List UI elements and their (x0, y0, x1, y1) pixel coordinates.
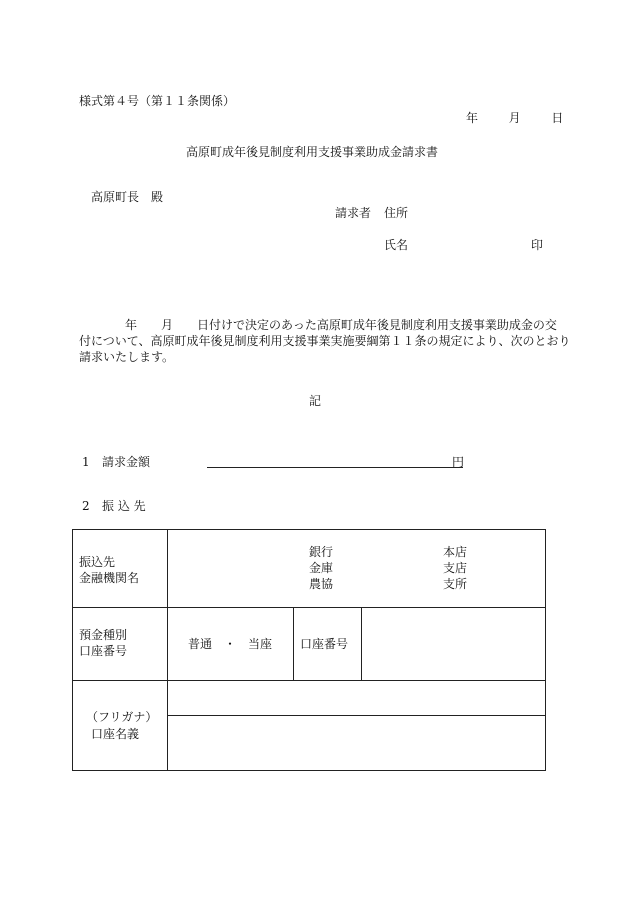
address-label: 住所 (384, 206, 409, 220)
account-number-label: 口座番号 (300, 637, 349, 651)
branch-type-branch: 支店 (443, 561, 468, 575)
document-title: 高原町成年後見制度利用支援事業助成金請求書 (186, 145, 439, 159)
date-year: 年 (466, 111, 479, 125)
bank-type-bank: 銀行 (309, 545, 334, 559)
bank-type-shinkin: 金庫 (309, 561, 334, 575)
account-type-options: 普通 ・ 当座 (188, 637, 273, 651)
name-label: 氏名 (384, 238, 409, 252)
branch-type-sub: 支所 (443, 577, 468, 591)
furigana-field[interactable] (168, 681, 545, 715)
amount-underline (207, 467, 463, 468)
body-line-3: 請求いたします。 (79, 350, 175, 364)
account-number-field[interactable] (362, 608, 545, 680)
item2-label: 振 込 先 (102, 499, 146, 513)
seal-mark: 印 (531, 238, 544, 252)
body-line-2: 付について、高原町成年後見制度利用支援事業実施要綱第１１条の規定により、次のとおり (79, 334, 571, 348)
date-month: 月 (508, 111, 521, 125)
requester-label: 請求者 (335, 206, 372, 220)
item2-number: 2 (82, 499, 90, 513)
body-line-1: 年 月 日付けで決定のあった高原町成年後見制度利用支援事業助成金の交 (125, 318, 557, 332)
branch-type-head: 本店 (443, 545, 468, 559)
ki-heading: 記 (309, 394, 322, 408)
item1-label: 請求金額 (102, 455, 151, 469)
institution-label-1: 振込先 (79, 555, 116, 569)
item1-number: 1 (82, 455, 90, 469)
date-line (466, 112, 563, 124)
holder-label-2: 口座名義 (91, 727, 140, 741)
date-day: 日 (551, 111, 564, 125)
holder-label-1: （フリガナ） (86, 710, 158, 724)
amount-unit: 円 (452, 455, 465, 469)
account-label-1: 預金種別 (79, 628, 128, 642)
form-number: 様式第４号（第１１条関係） (79, 94, 236, 108)
account-label-2: 口座番号 (79, 644, 128, 658)
bank-type-nokyo: 農協 (309, 577, 334, 591)
addressee: 高原町長 殿 (91, 190, 164, 204)
institution-label-2: 金融機関名 (79, 571, 140, 585)
account-holder-field[interactable] (168, 716, 545, 770)
